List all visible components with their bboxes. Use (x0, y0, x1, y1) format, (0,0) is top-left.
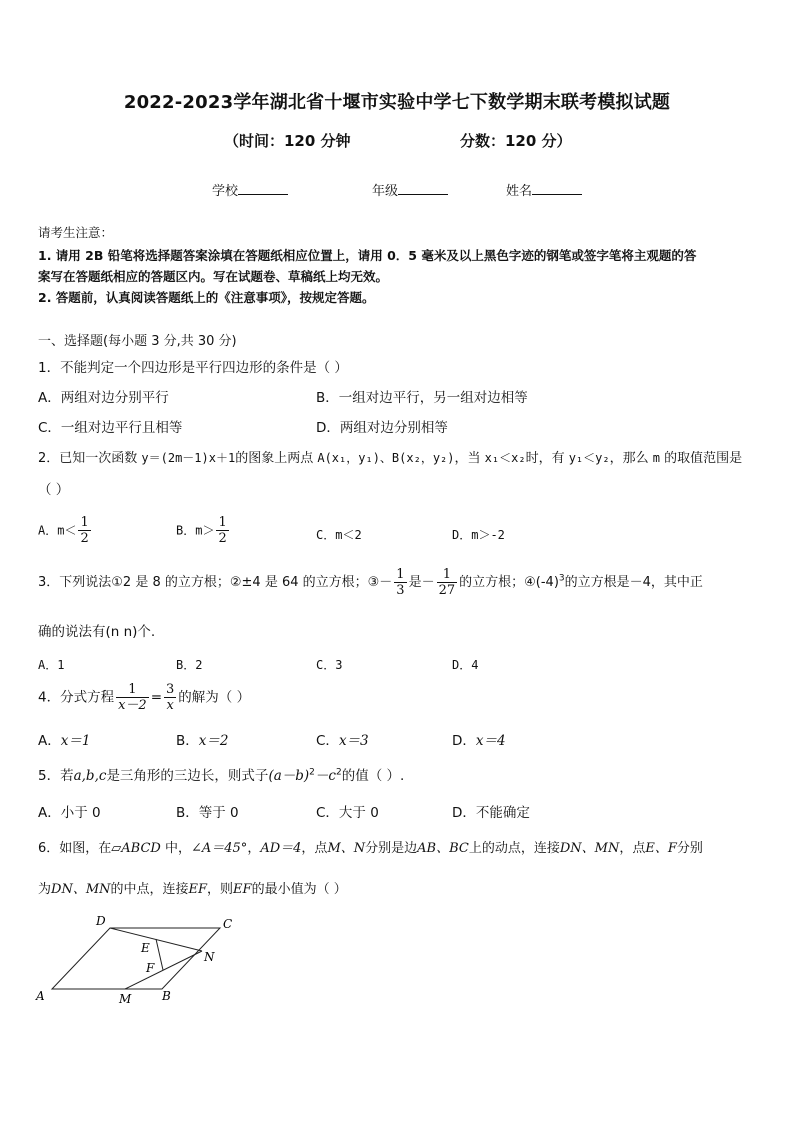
q2-answer-paren: （ ） (38, 482, 70, 498)
fraction (78, 515, 90, 546)
parallelogram-figure (30, 908, 250, 1013)
q5-expression: (a－b) (268, 768, 310, 784)
segment-mn (125, 951, 202, 989)
numerator: 1 (80, 515, 89, 530)
name-blank (532, 182, 582, 195)
q2-option-b-label: B．m＞ (176, 523, 215, 538)
denominator: x (166, 698, 174, 713)
q4-option-b (176, 729, 228, 749)
q3-option-c: C．3 (316, 658, 343, 672)
q5-text: 是三角形的三边长，则式子 (106, 768, 269, 784)
q3-stem (38, 567, 703, 598)
q6-segments: DN、MN (51, 882, 111, 897)
q4-option-a-value: x＝1 (60, 733, 91, 749)
q2-text: ，那么 (609, 451, 653, 466)
q2-function: y＝(2m－1)x＋1 (141, 451, 236, 465)
q4-option-c-label: C． (316, 733, 339, 749)
q6-text: ，则 (207, 882, 234, 897)
denominator: 2 (80, 531, 89, 546)
label-a: A (36, 989, 45, 1003)
label-e: E (141, 941, 150, 955)
q2-condition-x: x₁＜x₂ (484, 451, 526, 465)
q5-exponent: 2 (335, 767, 342, 778)
denominator: 27 (438, 583, 456, 598)
q6-stem-line2 (38, 878, 347, 897)
label-f: F (146, 961, 155, 975)
school-label: 学校 (212, 184, 239, 199)
q4-option-c (316, 729, 369, 749)
q6-text: 上的动点，连接 (468, 841, 560, 856)
q5-stem (38, 764, 404, 784)
denominator: x－2 (118, 698, 147, 713)
q6-segments: DN、MN (559, 841, 620, 856)
q4-option-b-label: B． (176, 733, 199, 749)
q6-side: AD＝4 (260, 841, 302, 856)
fraction (394, 567, 406, 598)
q6-segment-ef: EF (233, 882, 252, 897)
q2-option-a (38, 515, 93, 546)
q2-option-b (176, 515, 231, 546)
q2-var-m: m (652, 451, 660, 465)
q3-option-d: D．4 (452, 658, 479, 672)
score-label: 分数：120 分） (460, 132, 572, 150)
section-heading: 一、选择题(每小题 3 分,共 30 分) (38, 334, 237, 349)
q1-option-d: D．两组对边分别相等 (316, 420, 448, 436)
numerator: 1 (116, 682, 149, 698)
q6-text: 6．如图，在▱ (38, 841, 122, 856)
grade-blank (398, 182, 448, 195)
grade-label: 年级 (372, 184, 399, 199)
fraction (216, 515, 228, 546)
numerator: 3 (166, 682, 175, 697)
q6-text: 的最小值为（ ） (251, 882, 347, 897)
label-b: B (162, 989, 171, 1003)
q2-option-c: C．m＜2 (316, 528, 362, 542)
numerator: 1 (396, 567, 405, 582)
q2-text: 的图象上两点 (235, 451, 318, 466)
school-blank (238, 182, 288, 195)
numerator: 1 (218, 515, 227, 530)
q3-text: 是－ (408, 575, 435, 590)
q4-option-a (38, 729, 90, 749)
q2-text: 的取值范围是 (659, 451, 743, 466)
q6-text: ，点 (619, 841, 646, 856)
page-title: 2022-2023学年湖北省十堰市实验中学七下数学期末联考模拟试题 (123, 92, 671, 113)
q1-option-c: C．一组对边平行且相等 (38, 420, 183, 436)
grade-field (372, 180, 448, 199)
q2-option-d: D．m＞-2 (452, 528, 505, 542)
q1-option-b: B．一组对边平行，另一组对边相等 (316, 390, 528, 406)
label-n: N (204, 950, 215, 964)
q6-angle: ∠A＝45° (190, 841, 248, 856)
numerator: 1 (437, 567, 458, 583)
q4-option-b-value: x＝2 (198, 733, 229, 749)
q5-option-c: C．大于 0 (316, 805, 379, 821)
q3-power-exponent: 3 (558, 573, 565, 584)
q3-text: 的立方根是－4，其中正 (564, 575, 703, 590)
notice-item2: 2. 答题前，认真阅读答题纸上的《注意事项》，按规定答题。 (38, 290, 375, 305)
q1-option-a: A．两组对边分别平行 (38, 390, 169, 406)
denominator: 2 (218, 531, 227, 546)
q6-text: 分别 (676, 841, 703, 856)
q6-midpoints: E、F (645, 841, 677, 856)
q2-option-a-label: A．m＜ (38, 523, 77, 538)
parallelogram-abcd (52, 928, 220, 989)
q4-option-d-value: x＝4 (475, 733, 506, 749)
school-field (212, 180, 288, 199)
segment-ef (156, 939, 163, 970)
q5-variables: a,b,c (73, 768, 107, 784)
q6-sides: AB、BC (417, 841, 469, 856)
q3-stem-line2: 确的说法有(n n)个. (38, 624, 156, 640)
label-c: C (223, 917, 233, 931)
q4-text: 的解为（ ） (178, 689, 251, 706)
q5-expression-c: －c (314, 768, 336, 784)
label-d: D (96, 914, 106, 928)
q2-text: 2．已知一次函数 (38, 451, 142, 466)
q3-power-base: (-4) (535, 575, 559, 590)
q2-text: 时，有 (525, 451, 569, 466)
equals-sign: = (150, 689, 163, 706)
q3-option-a: A．1 (38, 658, 65, 672)
notice-item1-line1: 1. 请用 2B 铅笔将选择题答案涂填在答题纸相应位置上，请用 0．5 毫米及以上黑色字迹的钢笔或签字笔将主观题的答 (38, 248, 697, 263)
q6-text: 中， (160, 841, 191, 856)
q5-option-d: D．不能确定 (452, 805, 530, 821)
q5-exponent: 2 (309, 767, 315, 778)
notice-item1-line2: 案写在答题纸相应的答题区内。写在试题卷、草稿纸上均无效。 (38, 269, 389, 284)
q3-text: 3．下列说法①2 是 8 的立方根；②±4 是 64 的立方根；③－ (38, 575, 393, 590)
q6-text: 分别是边 (365, 841, 418, 856)
q2-condition-y: y₁＜y₂ (568, 451, 610, 465)
name-label: 姓名 (506, 184, 533, 199)
notice-heading: 请考生注意： (38, 225, 114, 240)
q4-option-d-label: D． (452, 733, 476, 749)
q4-text: 4．分式方程 (38, 689, 115, 706)
q3-option-b: B．2 (176, 658, 203, 672)
q6-points: M、N (327, 841, 366, 856)
name-field (506, 180, 582, 199)
q6-segment-ef: EF (188, 882, 208, 897)
q5-option-a: A．小于 0 (38, 805, 101, 821)
q3-text: 的立方根；④ (459, 575, 536, 590)
q4-option-c-value: x＝3 (338, 733, 369, 749)
q2-stem (38, 447, 742, 466)
q6-text: ，点 (301, 841, 328, 856)
q6-stem (38, 837, 703, 856)
q6-text: 的中点，连接 (110, 882, 189, 897)
fraction (164, 682, 176, 713)
label-m: M (119, 992, 132, 1006)
q2-points: A(x₁，y₁)、B(x₂，y₂) (317, 451, 455, 465)
q4-option-d (452, 729, 506, 749)
q5-option-b: B．等于 0 (176, 805, 239, 821)
q1-stem: 1．不能判定一个四边形是平行四边形的条件是（ ） (38, 360, 348, 376)
denominator: 3 (396, 583, 405, 598)
q4-option-a-label: A． (38, 733, 61, 749)
q5-text: 的值（ ）. (341, 768, 405, 784)
q2-text: ，当 (454, 451, 485, 466)
fraction (116, 682, 149, 713)
q6-parallelogram: ABCD (121, 841, 161, 856)
fraction (437, 567, 458, 598)
q5-text: 5．若 (38, 768, 74, 784)
q6-text: 为 (38, 882, 52, 897)
q6-text: ， (247, 841, 261, 856)
time-label: （时间：120 分钟 (224, 132, 351, 150)
q4-stem (38, 682, 250, 713)
